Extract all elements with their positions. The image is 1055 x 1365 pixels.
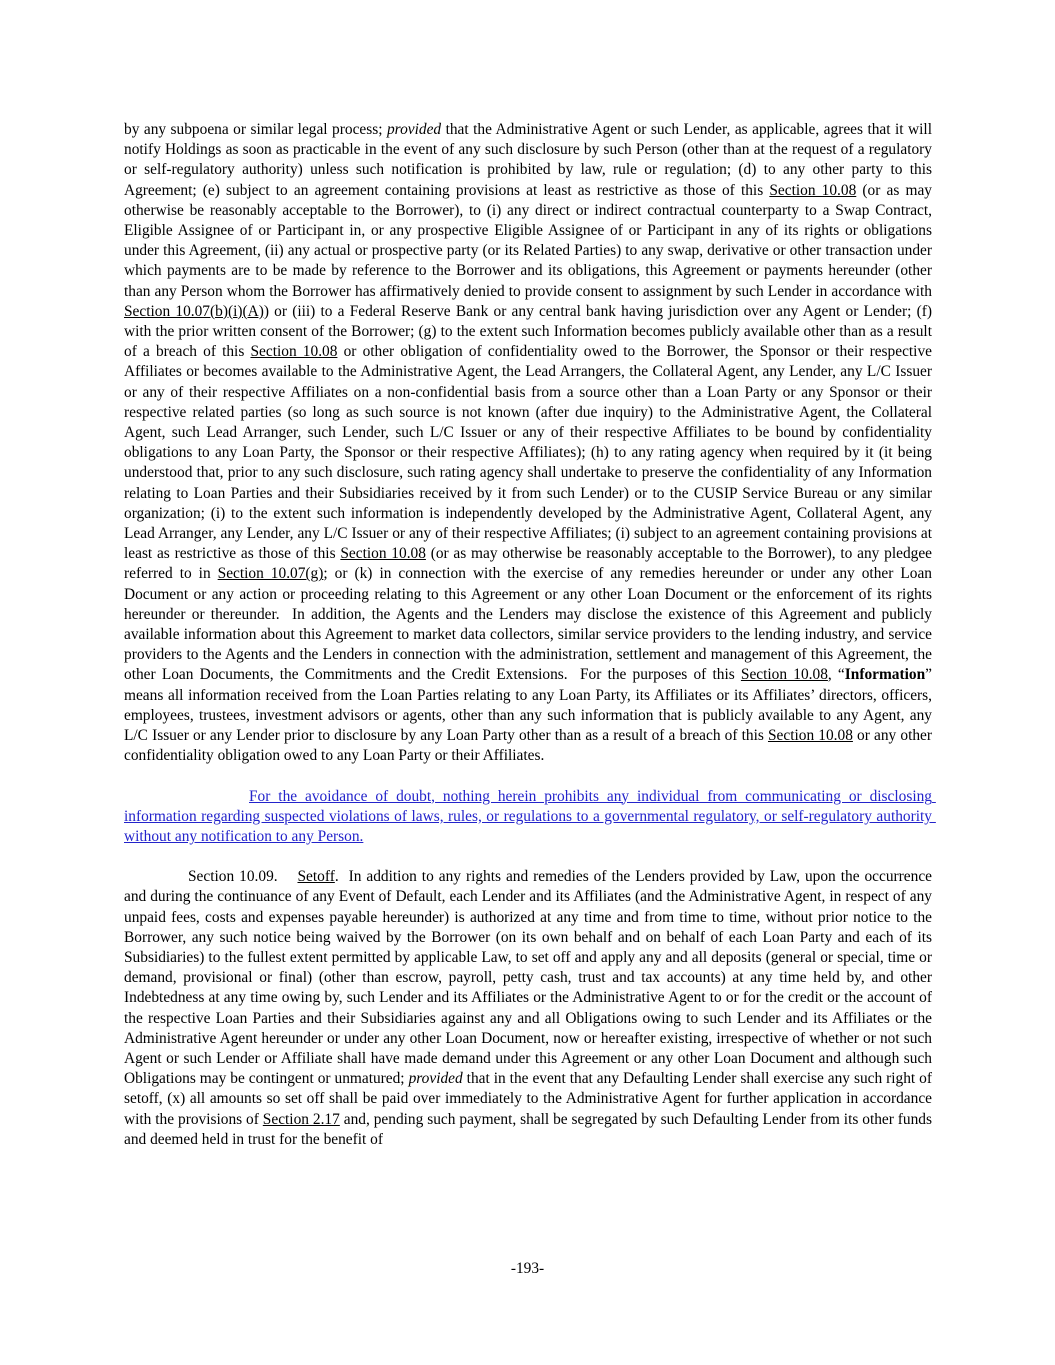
- section-reference: Section 10.08: [769, 181, 857, 199]
- text-run: ; or (k) in connection with the exercise of any remedies hereunder or under any other Loan Document or any action or proceeding relating to this Agreement or any other Loan Document or the enforcement of its rights hereunder or thereunder. In addition, the Agents and the Lenders may disclose the existence of this Agreement and publicly available information about this Agreement to market data collectors, similar service providers to the lending industry, and service providers to the Agents and the Lenders in connection with the administration, settlement and management of this Agreement, the other Loan Documents, the Commitments and the Credit Extensions. For the purposes of this: [124, 565, 936, 684]
- page-body: [124, 120, 936, 1170]
- section-reference: Section 10.08: [767, 727, 853, 745]
- text-run: provided: [386, 121, 442, 138]
- paragraph-avoidance-of-doubt: [124, 787, 936, 848]
- section-heading: Setoff: [297, 868, 335, 886]
- text-run: . In addition to any rights and remedies of the Lenders provided by Law, upon the occurrence and during the continuance of any Event of Default, each Lender and its Affiliates (and the Administrative Agent, in respect of any unpaid fees, costs and expenses payable hereunder) is authorized at any time and from time to time, without prior notice to the Borrower, any such notice being waived by the Borrower (on its own behalf and on behalf of each Loan Party and each of its Subsidiaries) to the fullest extent permitted by applicable Law, to set off and apply any and all deposits (general or special, time or demand, provisional or final) (other than escrow, payroll, petty cash, trust and tax accounts) at any time held by, and other Indebtedness at any time owing by, such Lender and its Affiliates or the Administrative Agent to or for the credit or the account of the respective Loan Parties and their Subsidiaries against any and all Obligations owing to such Lender and its Affiliates or the Administrative Agent hereunder or under any other Loan Document, now or hereafter existing, irrespective of whether or not such Agent or such Lender or Affiliate shall have made demand under this Agreement or any other Loan Document and although such Obligations may be contingent or unmatured;: [124, 868, 936, 1088]
- inserted-text: For the avoidance of doubt, nothing herein prohibits any individual from communicating or disclosing information regarding suspected violations of laws, rules, or regulations to a governmental regulatory, or self-regulatory authority without any notification to any Person.: [124, 787, 936, 845]
- text-run: or any other confidentiality obligation owed to any Loan Party or their Affiliates.: [124, 727, 936, 765]
- section-reference: Section 10.07(b)(i)(A): [124, 302, 264, 320]
- section-number: Section 10.09.: [188, 868, 298, 886]
- text-run: (or as may otherwise be reasonably acceptable to the Borrower), to any pledgee referred to in: [124, 545, 936, 583]
- text-run: and, pending such payment, shall be segregated by such Defaulting Lender from its other funds and deemed held in trust for the benefit of: [124, 1110, 936, 1148]
- section-reference: Section 2.17: [262, 1110, 340, 1128]
- text-run: provided: [408, 1070, 463, 1088]
- paragraph-section-10-09-setoff: [124, 867, 936, 1150]
- text-run: or other obligation of confidentiality owed to the Borrower, the Sponsor or their respective Affiliates or becomes available to the Administrative Agent, the Lead Arrangers, the Collateral Agent, any Lender, any L/C Issuer or any of their respective Affiliates on a non-confidential basis from a source other than a Loan Party or any Sponsor or their respective related parties (so long as such source is not known (after due inquiry) to the Administrative Agent, the Collateral Agent, such Lead Arranger, such Lender, such L/C Issuer or any of their respective Affiliates to be bound by confidentiality obligations to any Loan Party, the Sponsor or their respective Affiliates); (h) to any rating agency when required by it (it being understood that, prior to any such disclosure, such rating agency shall undertake to preserve the confidentiality of any Information relating to Loan Parties and their Subsidiaries received by it from such Lender) or to the CUSIP Service Bureau or any similar organization; (i) to the extent such information is independently developed by the Administrative Agent, Collateral Agent, any Lead Arranger, any Lender, any L/C Issuer or any of their respective Affiliates; (i) subject to an agreement containing provisions at least as restrictive as those of this: [124, 343, 936, 563]
- text-run: that the Administrative Agent or such Lender, as applicable, agrees that it will notify Holdings as soon as practicable in the event of any such disclosure by such Person (other than at the request of a regulatory or self-regulatory authority) unless such notification is prohibited by law, rule or regulation; (d) to any other party to this Agreement; (e) subject to an agreement containing provisions at least as restrictive as those of this: [124, 121, 936, 199]
- page-number: -193-: [510, 1260, 545, 1277]
- paragraph-confidentiality-continuation: [124, 120, 936, 767]
- section-reference: Section 10.08: [250, 343, 338, 361]
- section-reference: Section 10.07(g): [217, 565, 324, 583]
- text-run: by any subpoena or similar legal process;: [124, 121, 387, 138]
- text-run: (or as may otherwise be reasonably acceptable to the Borrower), to (i) any direct or indirect contractual counterparty to a Swap Contract, Eligible Assignee of or Participant in, or any prospective Eligible Assignee of or Participant in any of its rights or obligations under this Agreement, (ii) any actual or prospective party (or its Related Parties) to any swap, derivative or other transaction under which payments are to be made by reference to the Borrower and its obligations, this Agreement or payments hereunder (other than any Person whom the Borrower has affirmatively denied to provide consent to assignment by such Lender in accordance with: [124, 181, 936, 300]
- text-run: , “: [827, 666, 845, 684]
- text-run: ” means all information received from the Loan Parties relating to any Loan Party, its Affiliates or its Affiliates’ directors, officers, employees, trustees, investment advisors or agents, other than any such information that is publicly available to any Agent, any L/C Issuer or any Lender prior to disclosure by any Loan Party other than as a result of a breach of this: [124, 666, 936, 745]
- section-reference: Section 10.08: [740, 666, 828, 684]
- defined-term: Information: [844, 666, 926, 684]
- text-run: that in the event that any Defaulting Lender shall exercise any such right of setoff, (x) all amounts so set off shall be paid over immediately to the Administrative Agent for further application in accordance with the provisions of: [124, 1070, 936, 1128]
- text-run: ) or (iii) to a Federal Reserve Bank or any central bank having jurisdiction over any Agent or Lender; (f) with the prior written consent of the Borrower; (g) to the extent such Information becomes publicly available other than as a result of a breach of this: [124, 302, 936, 361]
- section-reference: Section 10.08: [340, 545, 426, 563]
